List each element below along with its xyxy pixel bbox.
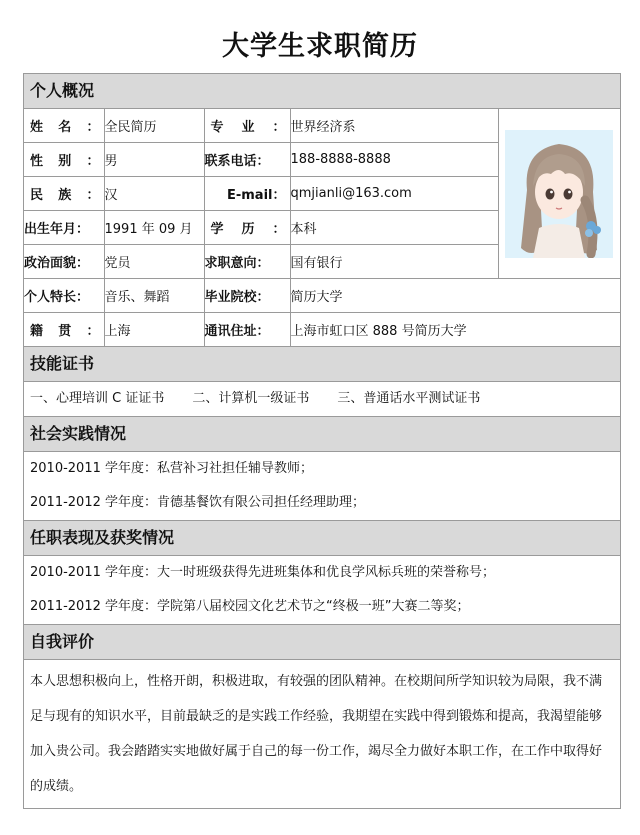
resume-sheet [23, 73, 621, 809]
education-value: 本科 [290, 211, 498, 245]
skills-list [24, 382, 620, 416]
politics-label: 政治面貌： [24, 245, 104, 279]
specialty-label: 个人特长： [24, 279, 104, 313]
email-label: E-mail： [204, 177, 290, 211]
section-self-header: 自我评价 [24, 624, 620, 660]
photo-cell [498, 109, 620, 279]
table-row [24, 313, 620, 347]
hometown-label: 籍 贯 ： [24, 313, 104, 347]
list-item: 2010-2011 学年度：私营补习社担任辅导教师； [30, 461, 313, 476]
specialty-value: 音乐、舞蹈 [104, 279, 204, 313]
address-label: 通讯住址： [204, 313, 290, 347]
name-value: 全民简历 [104, 109, 204, 143]
phone-label: 联系电话： [204, 143, 290, 177]
section-practice-header: 社会实践情况 [24, 416, 620, 452]
section-awards-header: 任职表现及获奖情况 [24, 520, 620, 556]
gender-label: 性 别 ： [24, 143, 104, 177]
education-label: 学 历 ： [204, 211, 290, 245]
ethnicity-value: 汉 [104, 177, 204, 211]
list-item: 一、心理培训 C 证证书 [30, 391, 165, 406]
name-label: 姓 名 ： [24, 109, 104, 143]
address-value: 上海市虹口区 888 号简历大学 [290, 313, 620, 347]
list-item: 2010-2011 学年度：大一时班级获得先进班集体和优良学风标兵班的荣誉称号； [30, 565, 495, 580]
ethnicity-label: 民 族 ： [24, 177, 104, 211]
school-label: 毕业院校： [204, 279, 290, 313]
intention-label: 求职意向： [204, 245, 290, 279]
hometown-value: 上海 [104, 313, 204, 347]
list-item: 三、普通话水平测试证书 [337, 391, 481, 406]
avatar-illustration-icon [505, 130, 613, 258]
birth-value: 1991 年 09 月 [104, 211, 204, 245]
major-value: 世界经济系 [290, 109, 498, 143]
section-profile-header: 个人概况 [24, 74, 620, 109]
list-item: 2011-2012 学年度：学院第八届校园文化艺术节之“终极一班”大赛二等奖； [30, 599, 470, 614]
list-item: 2011-2012 学年度：肯德基餐饮有限公司担任经理助理； [30, 495, 365, 510]
table-row [24, 109, 620, 143]
politics-value: 党员 [104, 245, 204, 279]
list-item: 二、计算机一级证书 [192, 391, 310, 406]
resume-title: 大学生求职简历 [222, 31, 418, 62]
phone-value: 188-8888-8888 [290, 143, 498, 177]
table-row [24, 279, 620, 313]
major-label: 专 业 ： [204, 109, 290, 143]
section-skills-header: 技能证书 [24, 346, 620, 382]
email-value: qmjianli@163.com [290, 177, 498, 211]
gender-value: 男 [104, 143, 204, 177]
birth-label: 出生年月： [24, 211, 104, 245]
avatar [505, 130, 613, 258]
intention-value: 国有银行 [290, 245, 498, 279]
self-evaluation-text: 本人思想积极向上，性格开朗，积极进取，有较强的团队精神。在校期间所学知识较为局限，我不满足与现有的知识水平，目前最缺乏的是实践工作经验，我期望在实践中得到锻炼和提高，我渴望能够加入贵公司。我会踏踏实实地做好属于自己的每一份工作，竭尽全力做好本职工作，在工作中取得好的成绩。 [30, 674, 603, 794]
school-value: 简历大学 [290, 279, 620, 313]
profile-table [24, 109, 620, 346]
